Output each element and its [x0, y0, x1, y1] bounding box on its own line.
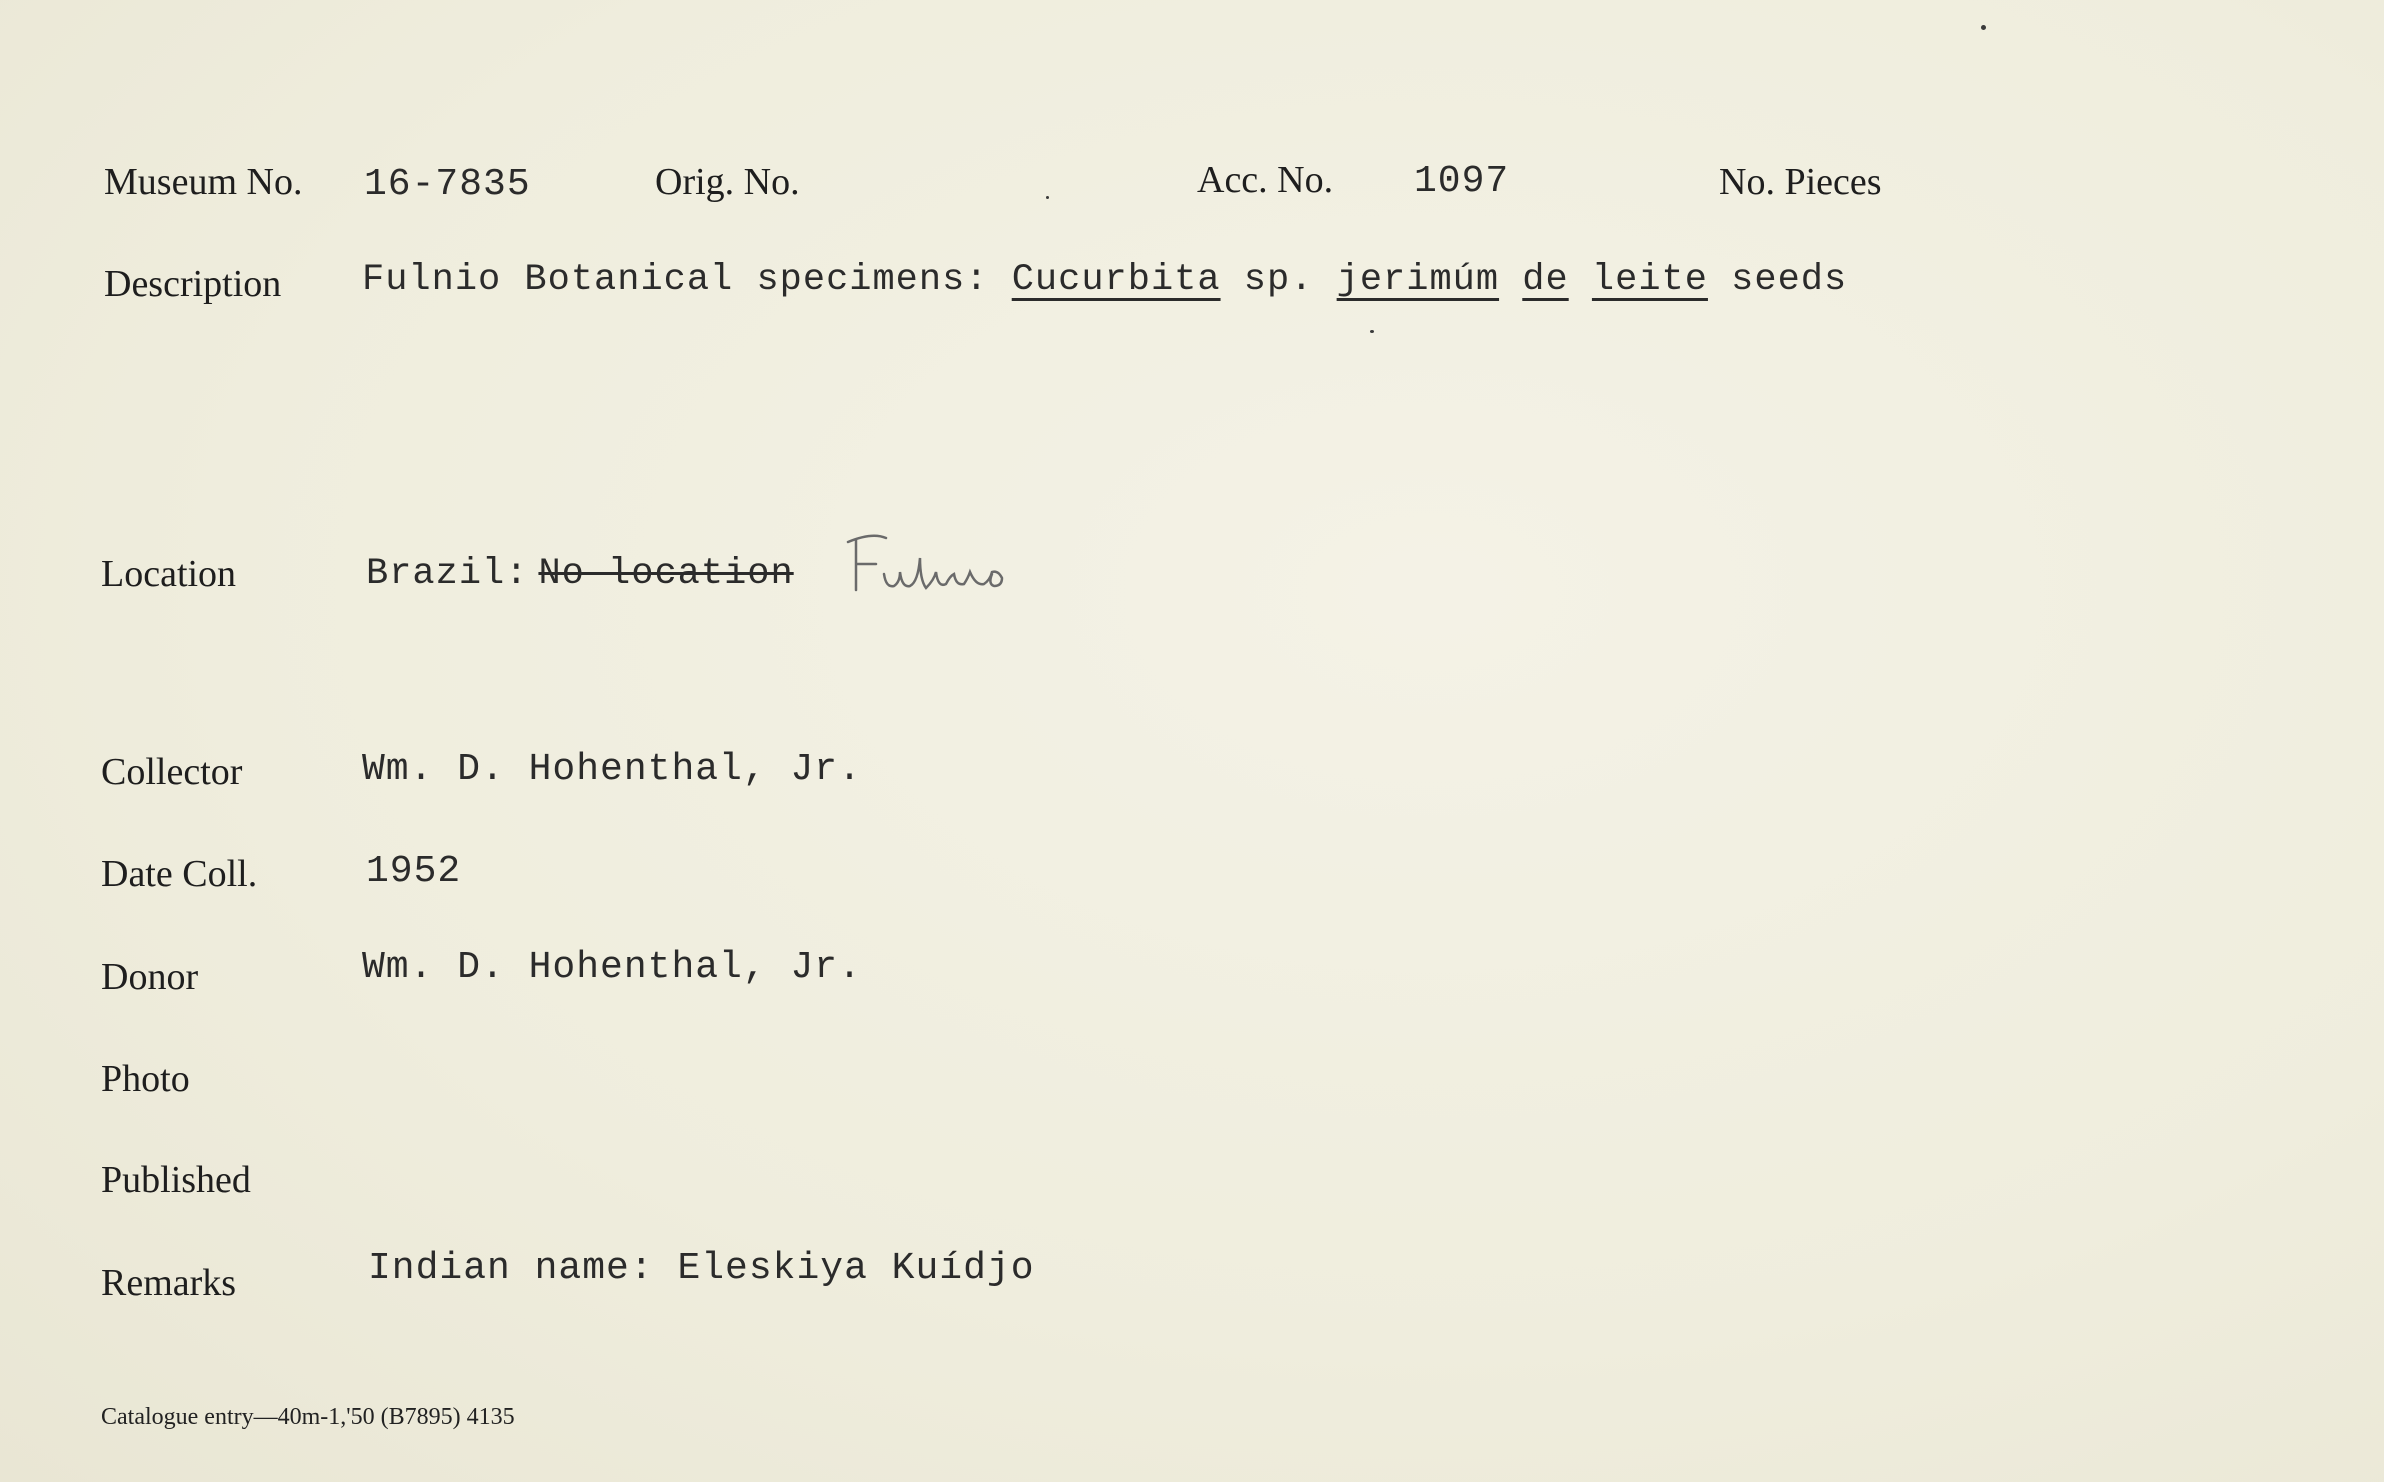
- location-struck: No location: [538, 553, 794, 595]
- handwritten-fulnio: [842, 528, 1072, 608]
- card-speck: [1981, 25, 1986, 30]
- location-country: Brazil:: [366, 553, 529, 595]
- published-label: Published: [101, 1159, 251, 1201]
- card-speck: [1046, 196, 1049, 199]
- collector-value: Wm. D. Hohenthal, Jr.: [362, 748, 862, 791]
- museum-no-value: 16-7835: [364, 163, 531, 206]
- description-common-3: leite: [1591, 259, 1708, 301]
- date-coll-label: Date Coll.: [101, 853, 258, 895]
- museum-no-label: Museum No.: [104, 161, 303, 203]
- handwritten-fulnio-text: Fulnio: [842, 528, 845, 529]
- catalogue-footer: Catalogue entry—40m-1,'50 (B7895) 4135: [101, 1404, 515, 1430]
- description-sp: sp.: [1243, 259, 1314, 301]
- description-value: [362, 259, 1847, 301]
- location-label: Location: [101, 553, 237, 595]
- description-label: Description: [104, 263, 282, 305]
- no-pieces-label: No. Pieces: [1719, 161, 1882, 203]
- orig-no-label: Orig. No.: [655, 161, 800, 203]
- acc-no-value: 1097: [1414, 160, 1510, 203]
- description-common-2: de: [1522, 259, 1569, 301]
- acc-no-label: Acc. No.: [1197, 159, 1334, 201]
- description-genus: Cucurbita: [1011, 259, 1221, 301]
- donor-label: Donor: [101, 956, 199, 998]
- location-value: [366, 553, 794, 595]
- photo-label: Photo: [101, 1058, 190, 1100]
- description-common-1: jerimúm: [1336, 259, 1500, 301]
- collector-label: Collector: [101, 751, 243, 793]
- description-suffix: seeds: [1731, 259, 1848, 301]
- card-speck: [1370, 330, 1374, 333]
- date-coll-value: 1952: [366, 850, 462, 893]
- donor-value: Wm. D. Hohenthal, Jr.: [362, 946, 862, 989]
- description-prefix: Fulnio Botanical specimens:: [362, 259, 989, 301]
- remarks-label: Remarks: [101, 1262, 237, 1304]
- remarks-value: Indian name: Eleskiya Kuídjo: [368, 1247, 1035, 1290]
